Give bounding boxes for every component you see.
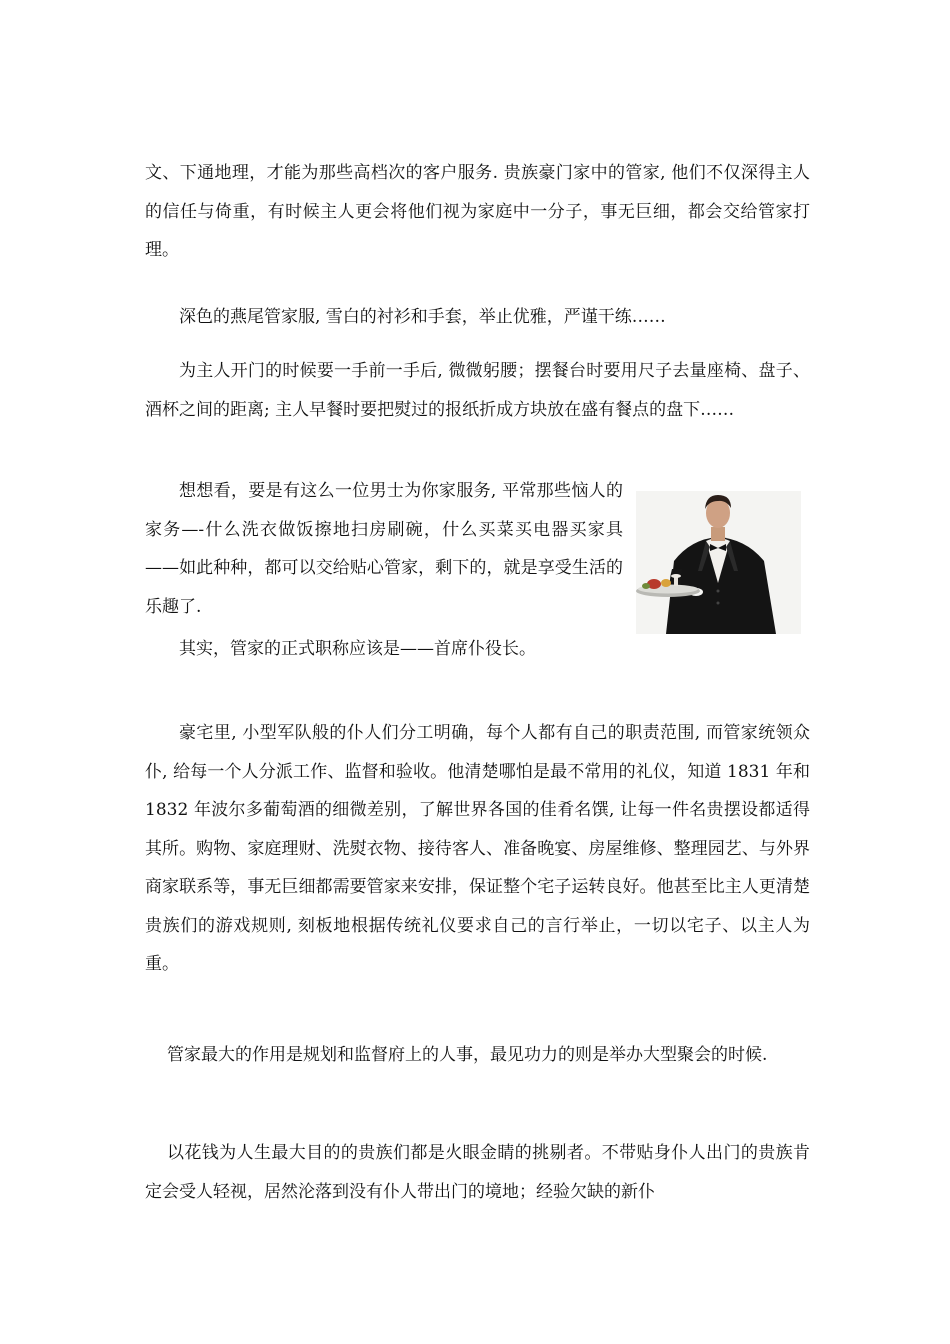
paragraph-main-role: 管家最大的作用是规划和监督府上的人事，最见功力的则是举办大型聚会的时候. <box>167 1045 768 1065</box>
paragraph-butler-etiquette: 为主人开门的时候要一手前一手后, 微微躬腰；摆餐台时要用尺子去量座椅、盘子、酒杯之间的距离; 主人早餐时要把熨过的报纸折成方块放在盛有餐点的盘下…… <box>145 361 810 420</box>
butler-photo-icon <box>636 491 801 634</box>
paragraph-imagine: 想想看，要是有这么一位男士为你家服务, 平常那些恼人的家务—-什么洗衣做饭擦地扫房刷碗，什么买菜买电器买家具——如此种种，都可以交给贴心管家，剩下的，就是享受生活的乐趣了. <box>145 481 623 617</box>
paragraph-butler-attire: 深色的燕尾管家服, 雪白的衬衫和手套，举止优雅，严谨干练…… <box>179 307 666 327</box>
butler-photo <box>636 491 801 634</box>
paragraph-continuation: 文、下通地理，才能为那些高档次的客户服务. 贵族豪门家中的管家, 他们不仅深得主人的信任与倚重，有时候主人更会将他们视为家庭中一分子，事无巨细，都会交给管家打理。 <box>145 163 810 260</box>
paragraph-mansion-duties: 豪宅里, 小型军队般的仆人们分工明确，每个人都有自己的职责范围, 而管家统领众仆, 给每一个人分派工作、监督和验收。他清楚哪怕是最不常用的礼仪，知道 1831 年和 1832 年波尔多葡萄酒的细微差别，了解世界各国的佳肴名馔, 让每一件名贵摆设都适得其所。购物、家庭理财、洗熨衣物、接待客人、准备晚宴、房屋维修、整理园艺、与外界商家联系等，事无巨细都需要管家来安排，保证整个宅子运转良好。他甚至比主人更清楚贵族们的游戏规则, 刻板地根据传统礼仪要求自己的言行举止，一切以宅子、以主人为重。 <box>145 723 810 974</box>
paragraph-nobles: 以花钱为人生最大目的的贵族们都是火眼金睛的挑剔者。不带贴身仆人出门的贵族肯定会受人轻视，居然沦落到没有仆人带出门的境地；经验欠缺的新仆 <box>145 1143 810 1202</box>
paragraph-head-servant: 其实，管家的正式职称应该是——首席仆役长。 <box>179 639 536 659</box>
